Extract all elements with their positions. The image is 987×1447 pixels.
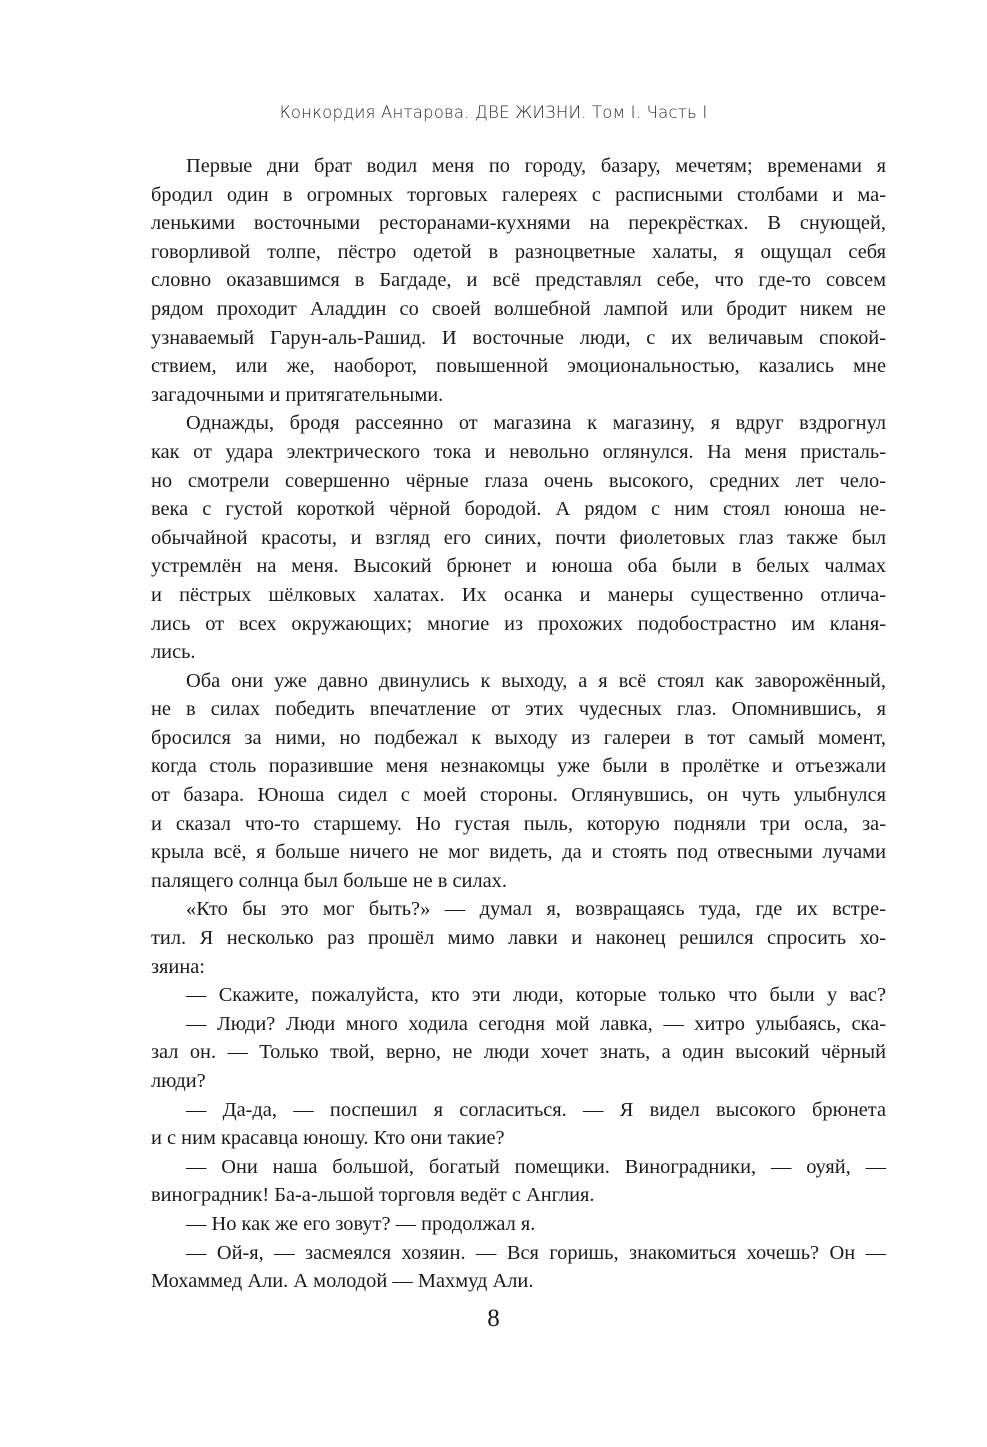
- text-line: и сказал что-то старшему. Но густая пыль, которую подняли три осла, за-: [151, 812, 886, 835]
- text-line: устремлён на меня. Высокий брюнет и юноша оба были в белых чалмах: [151, 555, 886, 578]
- text-line: как от удара электрического тока и невольно оглянулся. На меня присталь-: [151, 440, 886, 463]
- body-text: [151, 152, 886, 1296]
- text-line: но смотрели совершенно чёрные глаза очень высокого, средних лет чело-: [151, 469, 886, 492]
- text-line: загадочными и притягательными.: [151, 383, 444, 406]
- text-line: виноградник! Ба-а-льшой торговля ведёт с Англия.: [151, 1184, 595, 1207]
- text-line: бросился за ними, но подбежал к выходу из галереи в тот самый момент,: [151, 726, 886, 749]
- text-line: лись от всех окружающих; многие из прохожих подобострастно им кланя-: [151, 612, 886, 635]
- text-line: века с густой короткой чёрной бородой. А рядом с ним стоял юноша не-: [151, 498, 886, 521]
- text-line: люди?: [151, 1070, 206, 1092]
- text-line: Однажды, бродя рассеянно от магазина к магазину, я вдруг вздрогнул: [186, 412, 886, 435]
- page-number: 8: [487, 1305, 500, 1332]
- text-line: — Ой-я, — засмеялся хозяин. — Вся горишь, знакомиться хочешь? Он —: [186, 1241, 886, 1264]
- text-line: Оба они уже давно двинулись к выходу, а я всё стоял как заворожённый,: [186, 669, 886, 692]
- text-line: и с ним красавца юношу. Кто они такие?: [151, 1127, 505, 1150]
- text-line: ствием, или же, наоборот, повышенной эмоциональностью, казались мне: [151, 355, 886, 378]
- text-line: Первые дни брат водил меня по городу, базару, мечетям; временами я: [186, 155, 886, 177]
- text-line: ленькими восточными ресторанами-кухнями на перекрёстках. В снующей,: [151, 212, 886, 235]
- text-line: — Скажите, пожалуйста, кто эти люди, которые только что были у вас?: [186, 984, 886, 1007]
- text-line: лись.: [151, 641, 196, 664]
- text-line: — Да-да, — поспешил я согласиться. — Я видел высокого брюнета: [186, 1098, 886, 1121]
- text-line: — Они наша большой, богатый помещики. Виноградники, — оуяй, —: [186, 1155, 886, 1178]
- text-line: не в силах победить впечатление от этих чудесных глаз. Опомнившись, я: [151, 698, 886, 721]
- text-line: тил. Я несколько раз прошёл мимо лавки и наконец решился спросить хо-: [151, 927, 886, 950]
- text-line: — Но как же его зовут? — продолжал я.: [186, 1212, 536, 1235]
- text-line: зал он. — Только твой, верно, не люди хочет знать, а один высокий чёрный: [151, 1041, 886, 1064]
- text-line: от базара. Юноша сидел с моей стороны. Оглянувшись, он чуть улыбнулся: [151, 784, 886, 807]
- text-line: говорливой толпе, пёстро одетой в разноцветные халаты, я ощущал себя: [151, 240, 886, 263]
- text-line: когда столь поразившие меня незнакомцы уже были в пролётке и отъезжали: [151, 755, 886, 778]
- text-line: палящего солнца был больше не в силах.: [151, 869, 507, 892]
- text-line: Мохаммед Али. А молодой — Махмуд Али.: [151, 1270, 534, 1293]
- text-line: зяина:: [151, 955, 205, 978]
- text-line: бродил один в огромных торговых галереях с расписными столбами и ма-: [151, 183, 886, 206]
- running-head: Конкордия Антарова. ДВЕ ЖИЗНИ. Том I. Часть I: [279, 103, 708, 122]
- text-line: обычайной красоты, и взгляд его синих, почти фиолетовых глаз также был: [151, 526, 886, 549]
- text-line: рядом проходит Аладдин со своей волшебной лампой или бродит никем не: [151, 297, 886, 320]
- text-line: крыла всё, я больше ничего не мог видеть, да и стоять под отвесными лучами: [151, 841, 886, 864]
- text-line: — Люди? Люди много ходила сегодня мой лавка, — хитро улыбаясь, ска-: [186, 1012, 886, 1035]
- text-line: и пёстрых шёлковых халатах. Их осанка и манеры существенно отлича-: [151, 583, 886, 606]
- text-line: «Кто бы это мог быть?» — думал я, возвращаясь туда, где их встре-: [186, 898, 886, 921]
- text-line: словно оказавшимся в Багдаде, и всё представлял себе, что где-то совсем: [151, 269, 886, 292]
- text-line: узнаваемый Гарун-аль-Рашид. И восточные люди, с их величавым спокой-: [151, 326, 886, 349]
